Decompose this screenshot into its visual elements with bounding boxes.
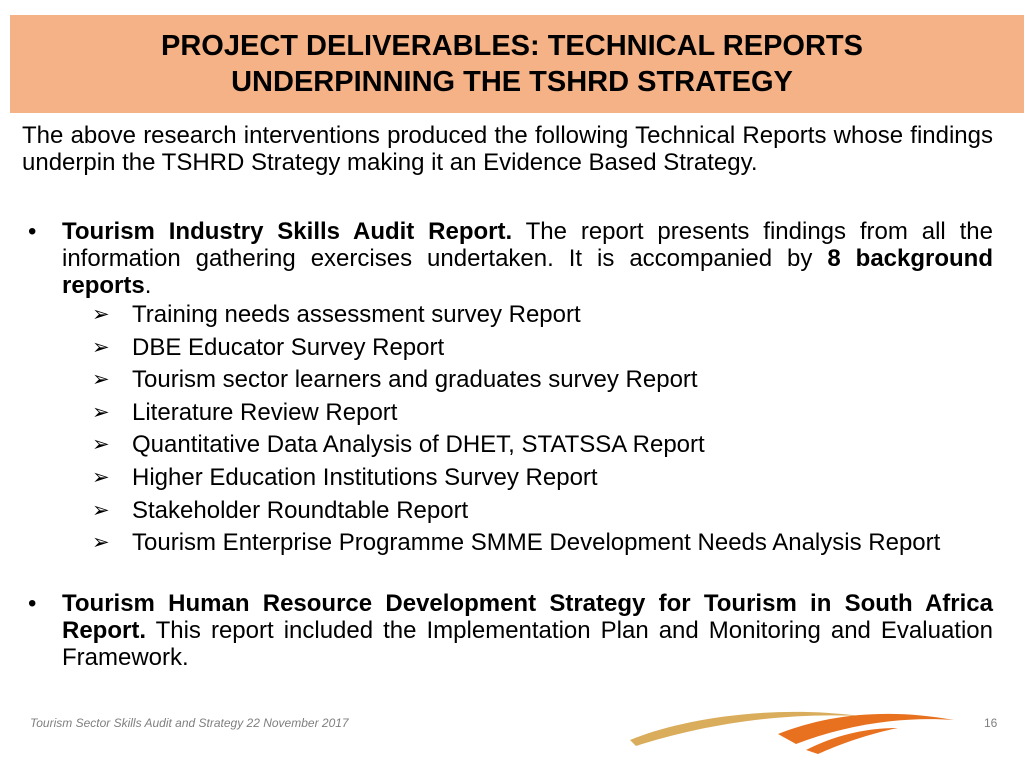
- arrow-bullet-icon: ➢: [92, 498, 110, 522]
- list-item-label: DBE Educator Survey Report: [132, 333, 445, 361]
- footer-text: Tourism Sector Skills Audit and Strategy 22 November 2017: [30, 716, 349, 730]
- arrow-bullet-icon: ➢: [92, 368, 110, 392]
- title-line-2: UNDERPINNING THE TSHRD STRATEGY: [231, 66, 793, 98]
- bullet-skills-audit: [28, 218, 994, 299]
- intro-paragraph: The above research interventions produced the following Technical Reports whose findings underpin the TSHRD Strategy making it an Evidence Based Strategy.: [22, 122, 993, 176]
- arrow-bullet-icon: ➢: [92, 400, 110, 424]
- list-item: [92, 465, 993, 491]
- bullet-skills-audit-title: Tourism Industry Skills Audit Report.: [62, 218, 513, 245]
- list-item-label: Training needs assessment survey Report: [132, 301, 581, 328]
- bullet-icon: •: [28, 590, 37, 617]
- list-item: [92, 498, 993, 524]
- list-item: [92, 302, 993, 328]
- bullet-skills-audit-text: The report presents findings from all the information gathering exercises undertaken. It is accompanied by: [62, 218, 993, 272]
- list-item-label: Quantitative Data Analysis of DHET, STATSSA Report: [132, 431, 705, 459]
- background-reports-list: [92, 302, 993, 563]
- list-item: [92, 432, 993, 458]
- bullet-hrd-strategy-text: This report included the Implementation Plan and Monitoring and Evaluation Framework.: [62, 617, 993, 671]
- page-number: 16: [984, 716, 998, 730]
- list-item-label: Tourism sector learners and graduates survey Report: [132, 366, 698, 394]
- list-item: [92, 367, 993, 393]
- list-item: [92, 530, 993, 556]
- slide-title: [10, 28, 1014, 100]
- arrow-bullet-icon: ➢: [92, 531, 110, 555]
- logo-orange-swoosh: [778, 714, 954, 744]
- list-item-label: Tourism Enterprise Programme SMME Development Needs Analysis Report: [132, 529, 941, 557]
- arrow-bullet-icon: ➢: [92, 433, 110, 457]
- list-item: [92, 400, 993, 426]
- arrow-bullet-icon: ➢: [92, 335, 110, 359]
- arrow-bullet-icon: ➢: [92, 303, 110, 326]
- list-item: [92, 335, 993, 361]
- list-item-label: Stakeholder Roundtable Report: [132, 496, 469, 524]
- bullet-skills-audit-count: 8 background reports: [62, 245, 994, 299]
- bullet-hrd-strategy: [28, 590, 993, 671]
- bullet-hrd-strategy-title: Tourism Human Resource Development Strategy for Tourism in South Africa Report.: [62, 590, 993, 644]
- title-line-1: PROJECT DELIVERABLES: TECHNICAL REPORTS: [161, 30, 863, 62]
- list-item-label: Higher Education Institutions Survey Report: [132, 463, 598, 491]
- swoosh-logo-icon: [628, 706, 958, 756]
- bullet-skills-audit-end: .: [144, 272, 152, 299]
- bullet-icon: •: [28, 218, 37, 245]
- list-item-label: Literature Review Report: [132, 398, 398, 426]
- arrow-bullet-icon: ➢: [92, 465, 110, 489]
